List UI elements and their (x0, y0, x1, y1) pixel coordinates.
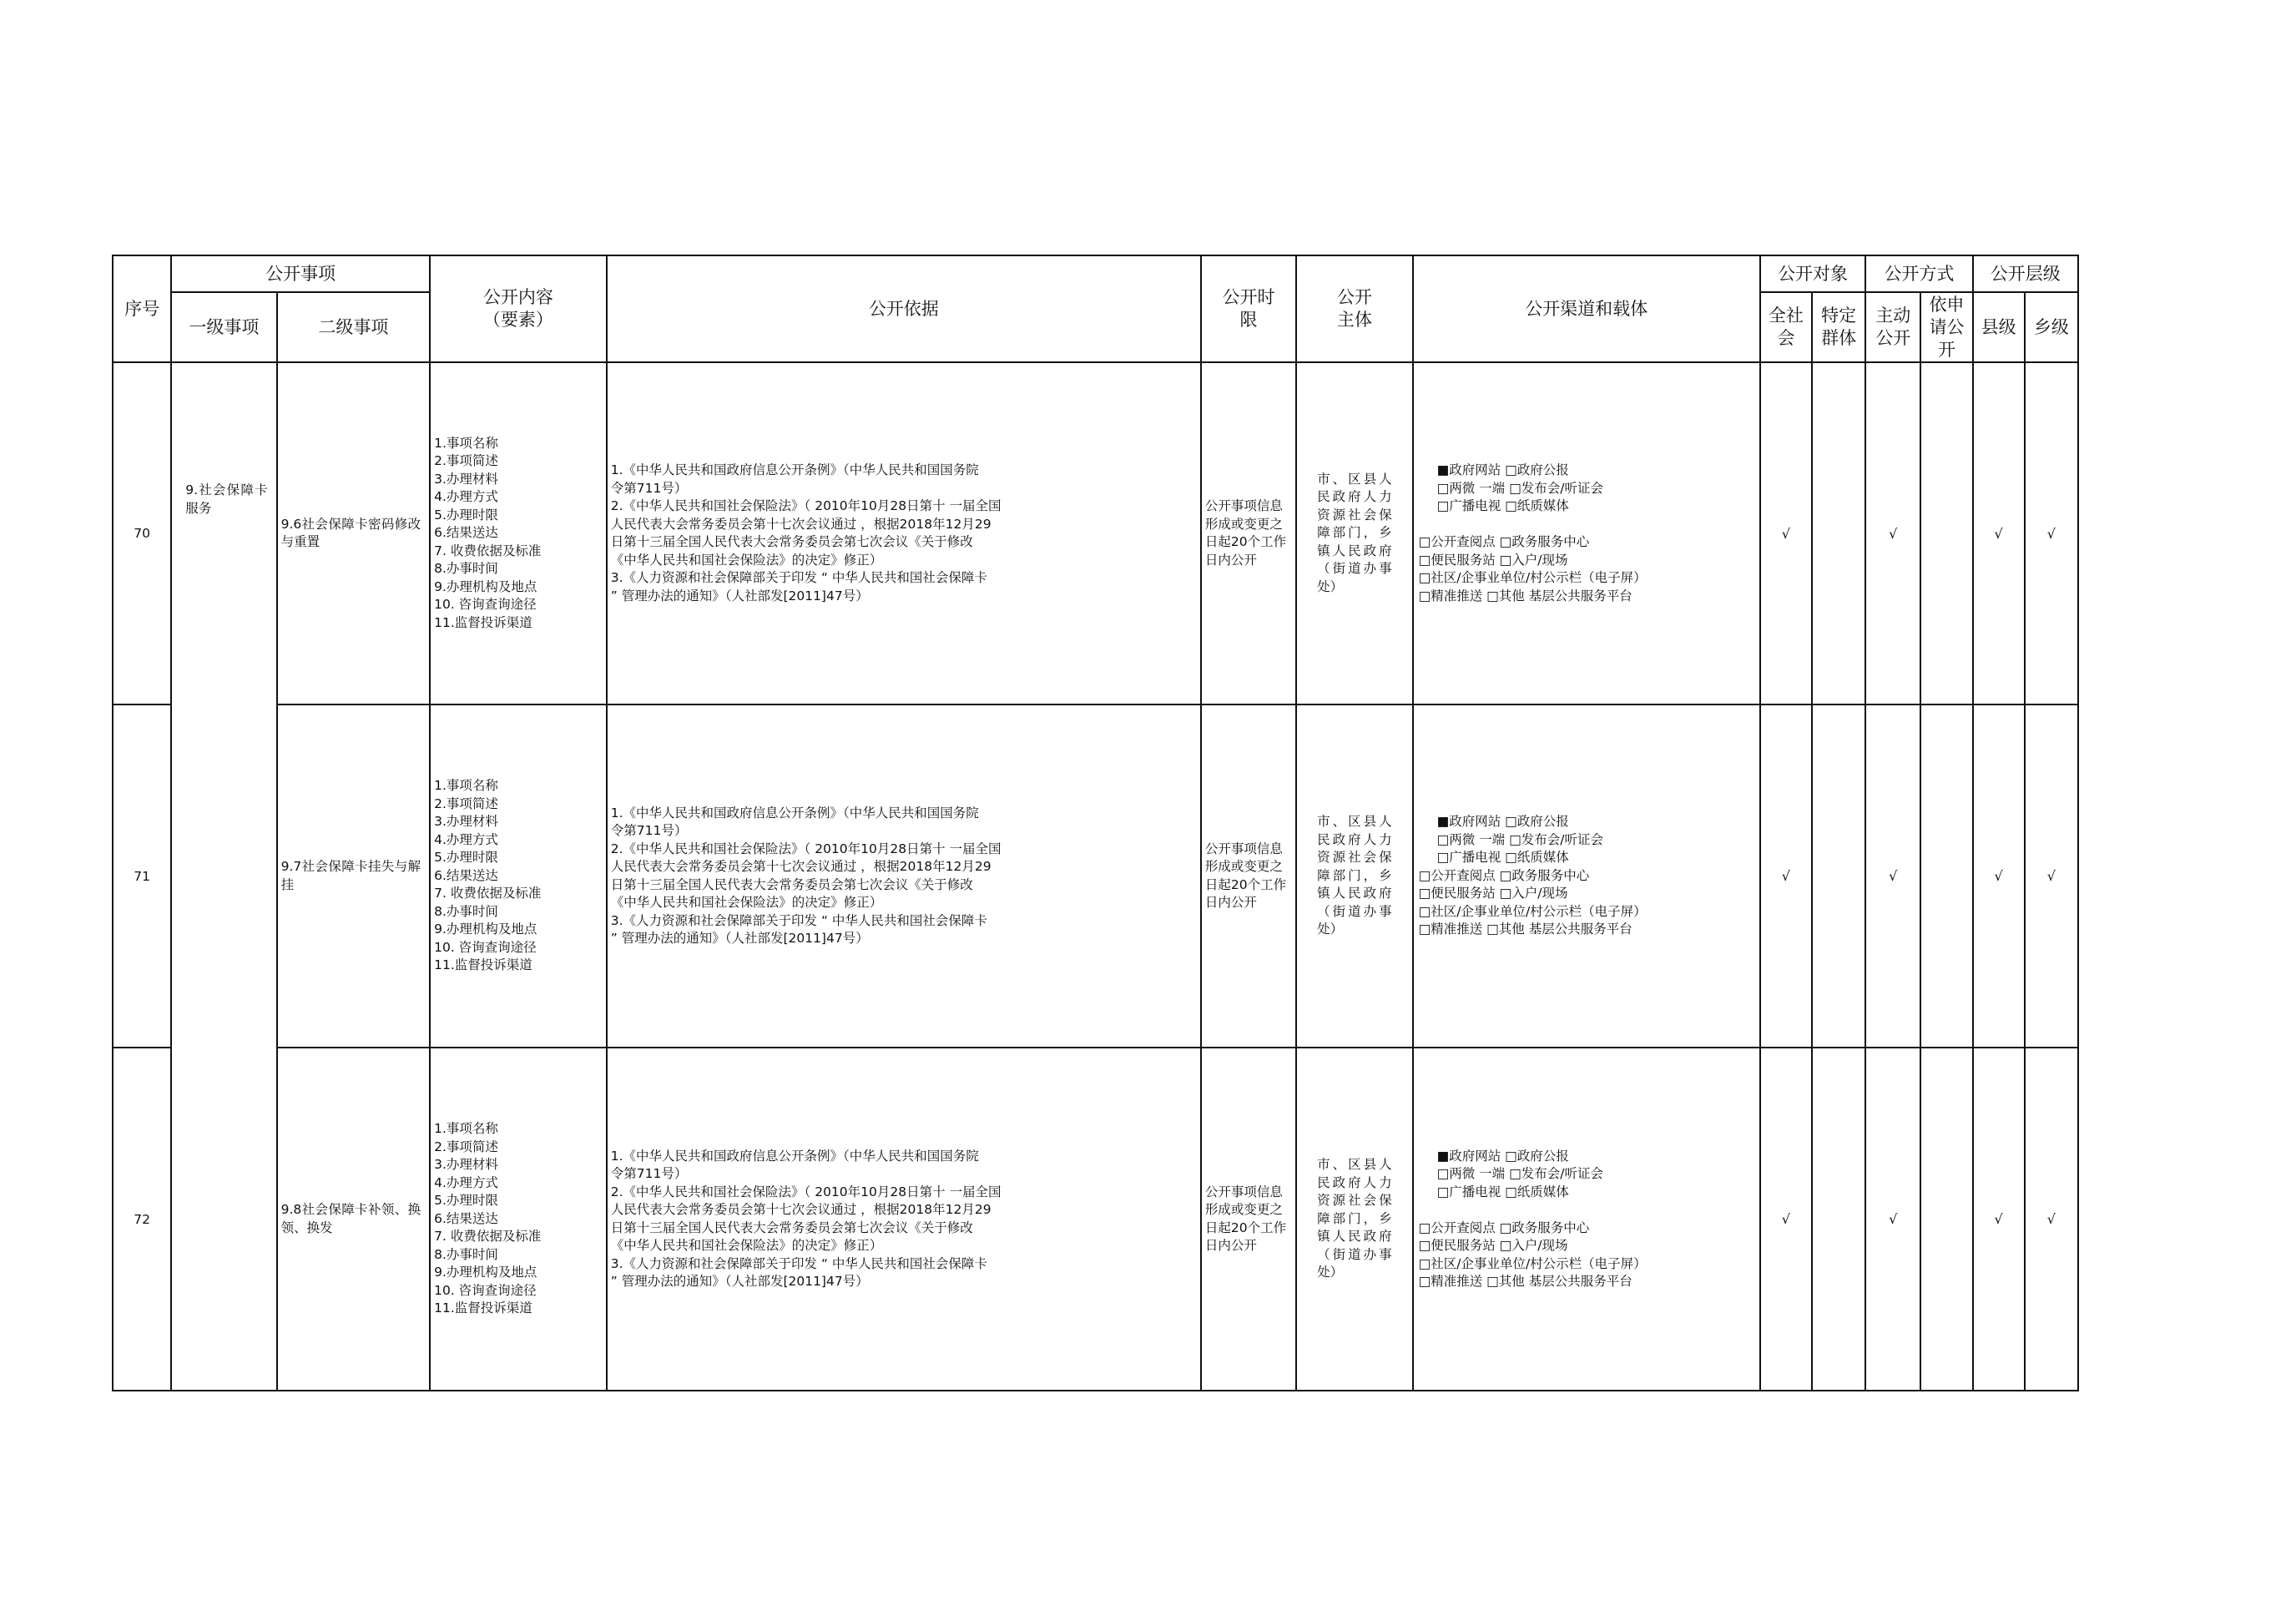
content-element: 11.监督投诉渠道 (434, 614, 532, 630)
legal-basis (607, 1048, 1201, 1391)
header-tier-township: 乡级 (2025, 292, 2078, 362)
channel-option: □两微 一端 □发布会/听证会 (1436, 831, 1603, 847)
content-element: 1.事项名称 (434, 1121, 498, 1137)
method-active-mark: √ (1865, 1048, 1920, 1391)
content-element: 3.办理材料 (434, 814, 498, 830)
content-element: 4.办理方式 (434, 489, 498, 505)
channel-option: □便民服务站 □入户/现场 (1418, 552, 1568, 568)
header-level1: 一级事项 (171, 292, 276, 362)
header-audience-all: 全社会 (1760, 292, 1812, 362)
content-element: 11.监督投诉渠道 (434, 1300, 532, 1316)
header-channel: 公开渠道和载体 (1413, 255, 1760, 362)
disclosure-channels (1413, 704, 1760, 1048)
disclosure-time: 公开事项信息形成或变更之日起20个工作日内公开 (1201, 1048, 1296, 1391)
basis-line: 1.《中华人民共和国政府信息公开条例》（中华人民共和国国务院 (610, 1148, 979, 1164)
content-element: 7. 收费依据及标准 (434, 543, 542, 558)
method-active-mark: √ (1865, 362, 1920, 704)
content-element: 5.办理时限 (434, 850, 498, 866)
basis-line: 2.《中华人民共和国社会保险法》（ 2010年10月28日第十 一届全国 (610, 1184, 1002, 1199)
audience-all-mark: √ (1760, 362, 1812, 704)
channel-option: □广播电视 □纸质媒体 (1436, 1184, 1569, 1199)
content-element: 3.办理材料 (434, 471, 498, 487)
channel-option: ■政府网站 □政府公报 (1436, 814, 1569, 830)
tier-county-mark: √ (1973, 362, 2025, 704)
table-row (113, 1048, 2078, 1391)
channel-option: □社区/企事业单位/村公示栏（电子屏） (1418, 903, 1647, 919)
basis-line: 人民代表大会常务委员会第十七次会议通过 ，根据2018年12月29 (610, 859, 992, 874)
basis-line: 日第十三届全国人民代表大会常务委员会第七次会议《关于修改 (610, 876, 973, 892)
basis-line: 日第十三届全国人民代表大会常务委员会第七次会议《关于修改 (610, 1220, 973, 1235)
header-method-apply: 依申请公开 (1920, 292, 1972, 362)
content-element: 2.事项简述 (434, 795, 498, 811)
audience-specific-mark (1812, 704, 1865, 1048)
audience-all-mark: √ (1760, 1048, 1812, 1391)
disclosure-table (112, 255, 2079, 1391)
content-element: 2.事项简述 (434, 1139, 498, 1154)
tier-township-mark: √ (2025, 704, 2078, 1048)
basis-line: ” 管理办法的通知》（人社部发[2011]47号） (610, 1274, 869, 1289)
header-content: 公开内容（要素） (430, 255, 607, 362)
disclosure-time: 公开事项信息形成或变更之日起20个工作日内公开 (1201, 704, 1296, 1048)
level2-item: 9.6社会保障卡密码修改与重置 (277, 362, 431, 704)
channel-option: □广播电视 □纸质媒体 (1436, 850, 1569, 866)
content-element: 9.办理机构及地点 (434, 578, 537, 594)
content-element: 11.监督投诉渠道 (434, 957, 532, 973)
basis-line: ” 管理办法的通知》（人社部发[2011]47号） (610, 931, 869, 946)
audience-specific-mark (1812, 1048, 1865, 1391)
channel-option: □公开查阅点 □政务服务中心 (1418, 867, 1590, 883)
tier-county-mark: √ (1973, 1048, 2025, 1391)
content-element: 1.事项名称 (434, 778, 498, 794)
basis-line: 《中华人民共和国社会保险法》的决定》修正） (610, 1238, 883, 1253)
level2-item: 9.8社会保障卡补领、换领、换发 (277, 1048, 431, 1391)
basis-line: 2.《中华人民共和国社会保险法》（ 2010年10月28日第十 一届全国 (610, 498, 1002, 513)
basis-line: 人民代表大会常务委员会第十七次会议通过 ，根据2018年12月29 (610, 1202, 992, 1217)
channel-option: □精准推送 □其他 基层公共服务平台 (1418, 922, 1632, 937)
content-element: 9.办理机构及地点 (434, 922, 537, 937)
header-time: 公开时限 (1201, 255, 1296, 362)
audience-specific-mark (1812, 362, 1865, 704)
disclosure-channels (1413, 1048, 1760, 1391)
tier-county-mark: √ (1973, 704, 2025, 1048)
content-element: 3.办理材料 (434, 1157, 498, 1173)
header-item-group: 公开事项 (171, 255, 430, 292)
content-element: 4.办理方式 (434, 1174, 498, 1190)
basis-line: 日第十三届全国人民代表大会常务委员会第七次会议《关于修改 (610, 534, 973, 549)
basis-line: 令第711号） (610, 823, 688, 838)
method-apply-mark (1920, 704, 1972, 1048)
header-basis: 公开依据 (607, 255, 1201, 362)
channel-option: □社区/企事业单位/村公示栏（电子屏） (1418, 1255, 1647, 1271)
content-element: 1.事项名称 (434, 435, 498, 451)
table-row (113, 362, 2078, 704)
content-element: 6.结果送达 (434, 525, 498, 541)
header-tier-county: 县级 (1973, 292, 2025, 362)
basis-line: 《中华人民共和国社会保险法》的决定》修正） (610, 552, 883, 568)
row-seq: 72 (113, 1048, 171, 1391)
basis-line: 3.《人力资源和社会保障部关于印发 “ 中华人民共和国社会保障卡 (610, 570, 987, 585)
method-apply-mark (1920, 362, 1972, 704)
level1-item: 9.社会保障卡服务 (171, 362, 276, 1391)
basis-line: 令第711号） (610, 480, 688, 496)
content-element: 10. 咨询查询途径 (434, 1282, 537, 1298)
basis-line: ” 管理办法的通知》（人社部发[2011]47号） (610, 588, 869, 603)
content-element: 7. 收费依据及标准 (434, 1229, 542, 1245)
basis-line: 人民代表大会常务委员会第十七次会议通过 ，根据2018年12月29 (610, 516, 992, 532)
disclosure-channels (1413, 362, 1760, 704)
channel-option: □精准推送 □其他 基层公共服务平台 (1418, 1274, 1632, 1289)
disclosure-subject: 市、区县人民政府人力资源社会保障部门，乡镇人民政府（街道办事处） (1296, 704, 1412, 1048)
basis-line: 1.《中华人民共和国政府信息公开条例》（中华人民共和国国务院 (610, 462, 979, 477)
row-seq: 71 (113, 704, 171, 1048)
audience-all-mark: √ (1760, 704, 1812, 1048)
channel-spacer (1419, 516, 1759, 534)
header-method: 公开方式 (1865, 255, 1972, 292)
content-element: 9.办理机构及地点 (434, 1265, 537, 1280)
content-elements (430, 1048, 607, 1391)
channel-option: □两微 一端 □发布会/听证会 (1436, 480, 1603, 496)
content-element: 8.办事时间 (434, 561, 498, 577)
header-subject: 公开主体 (1296, 255, 1412, 362)
content-element: 5.办理时限 (434, 1193, 498, 1209)
content-element: 10. 咨询查询途径 (434, 597, 537, 613)
channel-option: □社区/企事业单位/村公示栏（电子屏） (1418, 570, 1647, 585)
disclosure-subject: 市、区县人民政府人力资源社会保障部门，乡镇人民政府（街道办事处） (1296, 1048, 1412, 1391)
level2-item: 9.7社会保障卡挂失与解挂 (277, 704, 431, 1048)
header-tier: 公开层级 (1973, 255, 2078, 292)
channel-option: □两微 一端 □发布会/听证会 (1436, 1166, 1603, 1181)
content-element: 5.办理时限 (434, 507, 498, 523)
content-element: 2.事项简述 (434, 453, 498, 469)
header-audience: 公开对象 (1760, 255, 1865, 292)
channel-option: □便民服务站 □入户/现场 (1418, 1238, 1568, 1253)
legal-basis (607, 704, 1201, 1048)
channel-spacer (1419, 1201, 1759, 1220)
content-element: 8.办事时间 (434, 903, 498, 919)
content-element: 6.结果送达 (434, 1210, 498, 1226)
header-method-active: 主动公开 (1865, 292, 1920, 362)
basis-line: 3.《人力资源和社会保障部关于印发 “ 中华人民共和国社会保障卡 (610, 1255, 987, 1271)
content-elements (430, 704, 607, 1048)
basis-line: 3.《人力资源和社会保障部关于印发 “ 中华人民共和国社会保障卡 (610, 912, 987, 928)
disclosure-subject: 市、区县人民政府人力资源社会保障部门，乡镇人民政府（街道办事处） (1296, 362, 1412, 704)
method-active-mark: √ (1865, 704, 1920, 1048)
basis-line: 《中华人民共和国社会保险法》的决定》修正） (610, 895, 883, 910)
channel-option: □公开查阅点 □政务服务中心 (1418, 1220, 1590, 1235)
disclosure-time: 公开事项信息形成或变更之日起20个工作日内公开 (1201, 362, 1296, 704)
basis-line: 令第711号） (610, 1166, 688, 1181)
header-level2: 二级事项 (277, 292, 431, 362)
basis-line: 1.《中华人民共和国政府信息公开条例》（中华人民共和国国务院 (610, 805, 979, 821)
content-elements (430, 362, 607, 704)
channel-option: ■政府网站 □政府公报 (1436, 1148, 1569, 1164)
channel-option: □公开查阅点 □政务服务中心 (1418, 534, 1590, 549)
legal-basis (607, 362, 1201, 704)
content-element: 7. 收费依据及标准 (434, 886, 542, 901)
channel-option: □精准推送 □其他 基层公共服务平台 (1418, 588, 1632, 603)
row-seq: 70 (113, 362, 171, 704)
channel-option: □便民服务站 □入户/现场 (1418, 886, 1568, 901)
content-element: 4.办理方式 (434, 831, 498, 847)
channel-option: □广播电视 □纸质媒体 (1436, 498, 1569, 513)
tier-township-mark: √ (2025, 362, 2078, 704)
content-element: 10. 咨询查询途径 (434, 939, 537, 955)
content-element: 8.办事时间 (434, 1246, 498, 1262)
method-apply-mark (1920, 1048, 1972, 1391)
tier-township-mark: √ (2025, 1048, 2078, 1391)
basis-line: 2.《中华人民共和国社会保险法》（ 2010年10月28日第十 一届全国 (610, 841, 1002, 856)
content-element: 6.结果送达 (434, 867, 498, 883)
header-seq: 序号 (113, 255, 171, 362)
table-row (113, 704, 2078, 1048)
header-audience-specific: 特定群体 (1812, 292, 1865, 362)
channel-option: ■政府网站 □政府公报 (1436, 462, 1569, 477)
